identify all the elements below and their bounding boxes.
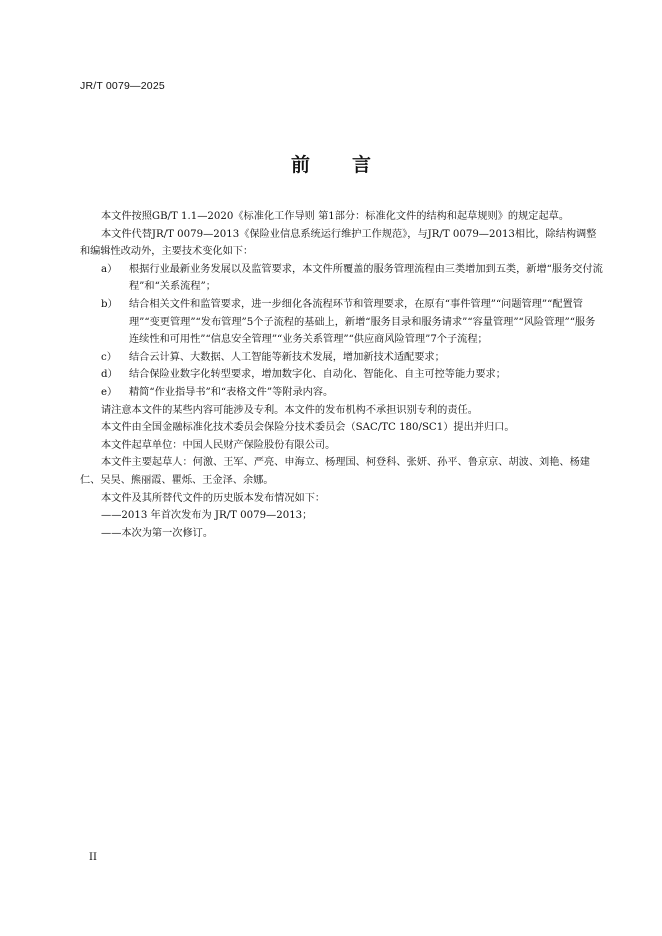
change-item-text: 结合云计算、大数据、人工智能等新技术发展，增加新技术适配要求； (129, 351, 445, 363)
history-item: ——2013 年首次发布为 JR/T 0079—2013； (101, 510, 313, 522)
history-item: ——本次为第一次修订。 (101, 527, 214, 539)
change-item (80, 366, 603, 384)
paragraph-drafters: 本文件主要起草人：何激、王军、严亮、申海立、杨理国、柯登科、张妍、孙平、鲁京京、胡波、刘艳、杨建仁、吴昊、熊丽霞、瞿烁、王金泽、余娜。 (80, 457, 590, 486)
change-item-text: 精简“作业指导书”和“表格文件”等附录内容。 (129, 386, 334, 398)
paragraph-drafting-rules: 本文件按照GB/T 1.1—2020《标准化工作导则 第1部分：标准化文件的结构和起草规则》的规定起草。 (101, 211, 570, 222)
paragraph-history-intro: 本文件及其所替代文件的历史版本发布情况如下： (101, 492, 326, 504)
change-item-marker: c） (101, 351, 117, 363)
paragraph-patent-notice: 请注意本文件的某些内容可能涉及专利。本文件的发布机构不承担识别专利的责任。 (101, 404, 478, 416)
change-item (80, 384, 603, 402)
paragraph-replacement: 本文件代替JR/T 0079—2013《保险业信息系统运行维护工作规范》，与JR/T 0079—2013相比，除结构调整和编辑性改动外，主要技术变化如下： (80, 228, 597, 258)
title-char-1: 前 (290, 154, 310, 176)
change-item-text: 结合相关文件和监管要求，进一步细化各流程环节和管理要求，在原有“事件管理”“问题管理”“配置管理”“变更管理”“发布管理”5个子流程的基础上，新增“服务目录和服务请求”“容量管理”“风险管理”“服务连续性和可用性”“信息安全管理”“业务关系管理”“供应商风险管理”7个子流程； (129, 298, 596, 346)
foreword-body (80, 208, 603, 542)
change-item (80, 296, 603, 349)
change-item (80, 261, 603, 296)
document-code: JR/T 0079—2025 (80, 80, 165, 92)
paragraph-proposer: 本文件由全国金融标准化技术委员会保险分技术委员会（SAC/TC 180/SC1）提出并归口。 (101, 422, 515, 434)
page-number: II (89, 852, 97, 863)
paragraph-drafting-unit: 本文件起草单位：中国人民财产保险股份有限公司。 (101, 439, 336, 451)
change-item-text: 结合保险业数字化转型要求，增加数字化、自动化、智能化、自主可控等能力要求； (129, 369, 506, 381)
change-item-marker: e） (101, 386, 118, 398)
change-item (80, 349, 603, 367)
change-item-text: 根据行业最新业务发展以及监管要求，本文件所覆盖的服务管理流程由三类增加到五类，新增“服务交付流程”和“关系流程”； (129, 263, 603, 293)
change-item-marker: b） (101, 298, 118, 310)
title-char-2: 言 (352, 154, 372, 176)
change-item-marker: a） (101, 263, 118, 275)
change-item-marker: d） (101, 369, 118, 381)
page-title (0, 150, 662, 177)
